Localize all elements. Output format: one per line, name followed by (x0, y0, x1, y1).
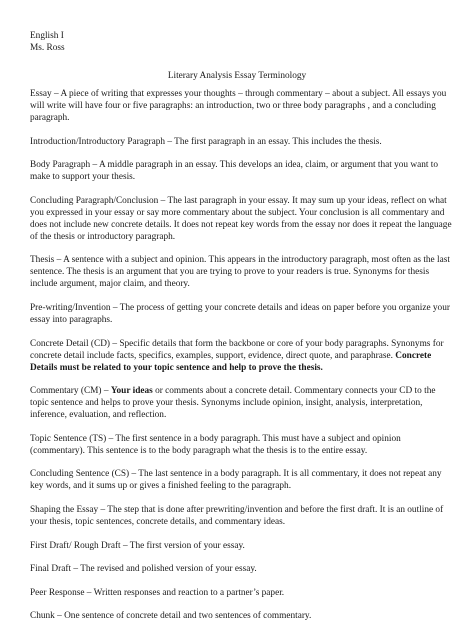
teacher-name: Ms. Ross (30, 43, 65, 53)
document-title: Literary Analysis Essay Terminology (167, 71, 307, 81)
term-name: Topic Sentence (TS) (30, 433, 107, 444)
term-emphasis: Your ideas (110, 386, 153, 397)
term-name: Thesis (30, 255, 55, 266)
header-block (30, 30, 65, 54)
term-dash: – (101, 386, 111, 397)
term-essay (30, 88, 452, 124)
term-peer-response (30, 587, 452, 599)
term-definition: – A piece of writing that expresses your thoughts – through commentary – about a subject. All essays you will write will have four or five paragraphs: an introduction, two or three body paragraphs , and a concluding paragraph. (30, 89, 447, 123)
term-name: Introduction/Introductory Paragraph (30, 136, 166, 147)
term-topic-sentence (30, 433, 452, 457)
term-first-draft (30, 540, 452, 552)
term-name: Essay (30, 89, 52, 99)
term-body-paragraph (30, 159, 452, 183)
term-name: Concluding Paragraph/Conclusion (30, 195, 159, 206)
term-concrete-detail (30, 338, 452, 374)
term-concluding-sentence (30, 468, 452, 492)
term-definition: – One sentence of concrete detail and two sentences of commentary. (54, 611, 312, 622)
term-name: Final Draft (30, 564, 72, 575)
term-name: Body Paragraph (30, 160, 91, 171)
term-emphasis: Concrete Details must be related to your topic sentence and help to prove the thesis. (30, 350, 432, 373)
term-definition: – The process of getting your concrete details and ideas on paper before you organize your essay into paragraphs. (30, 302, 450, 325)
term-definition: – Specific details that form the backbone or core of your body paragraphs. Synonyms for concrete detail include facts, specifics, examples, support, evidence, direct quote, and paraphrase. (30, 338, 444, 361)
terms-list (30, 88, 452, 634)
term-definition: – The first sentence in a body paragraph. This must have a subject and opinion (commentary). This sentence is to the body paragraph what the thesis is to the entire essay. (30, 433, 401, 456)
term-name: Peer Response (30, 587, 85, 598)
term-definition: – Written responses and reaction to a partner’s paper. (84, 587, 285, 598)
term-shaping-essay (30, 504, 452, 528)
term-definition: – A middle paragraph in an essay. This develops an idea, claim, or argument that you want to make to support your thesis. (30, 160, 439, 183)
term-prewriting (30, 302, 452, 326)
term-chunk (30, 610, 452, 622)
term-introduction (30, 136, 452, 148)
term-thesis (30, 254, 452, 290)
term-definition: – A sentence with a subject and opinion. This appears in the introductory paragraph, most often as the last sentence. The thesis is an argument that you are trying to prove to your readers is true. Synonyms for thesis include argument, major claim, and theory. (30, 255, 450, 290)
term-conclusion (30, 195, 452, 243)
term-name: First Draft/ Rough Draft (30, 540, 121, 551)
term-definition: – The first paragraph in an essay. This includes the thesis. (165, 136, 382, 147)
term-commentary (30, 385, 452, 421)
term-definition: – The first version of your essay. (120, 540, 245, 551)
term-name: Concluding Sentence (CS) (30, 469, 130, 480)
term-name: Pre-writing/Invention (30, 302, 111, 313)
term-name: Concrete Detail (CD) (30, 338, 111, 349)
term-definition: – The last sentence in a body paragraph. It is all commentary, it does not repeat any key words, and it sums up or gives a finished feeling to the paragraph. (30, 469, 442, 492)
term-definition: – The revised and polished version of your essay. (71, 564, 257, 575)
term-name: Chunk (30, 611, 55, 622)
term-final-draft (30, 563, 452, 575)
term-name: Shaping the Essay (30, 504, 99, 515)
course-name: English I (30, 31, 64, 41)
term-definition: or comments about a concrete detail. Commentary connects your CD to the topic sentence and helps to prove your thesis. Synonyms include opinion, insight, analysis, interpretation, inference, evaluation, and reflection. (30, 386, 436, 421)
term-definition: – The step that is done after prewriting/invention and before the first draft. It is an outline of your thesis, topic sentences, concrete details, and commentary ideas. (30, 504, 444, 527)
term-name: Commentary (CM) (30, 386, 102, 397)
term-definition: – The last paragraph in your essay. It may sum up your ideas, reflect on what you expressed in your essay or say more commentary about the subject. Your conclusion is all commentary and does not include new concrete details. It does not repeat key words from the essay nor does it repeat the language of the thesis or introductory paragraph. (30, 195, 452, 242)
